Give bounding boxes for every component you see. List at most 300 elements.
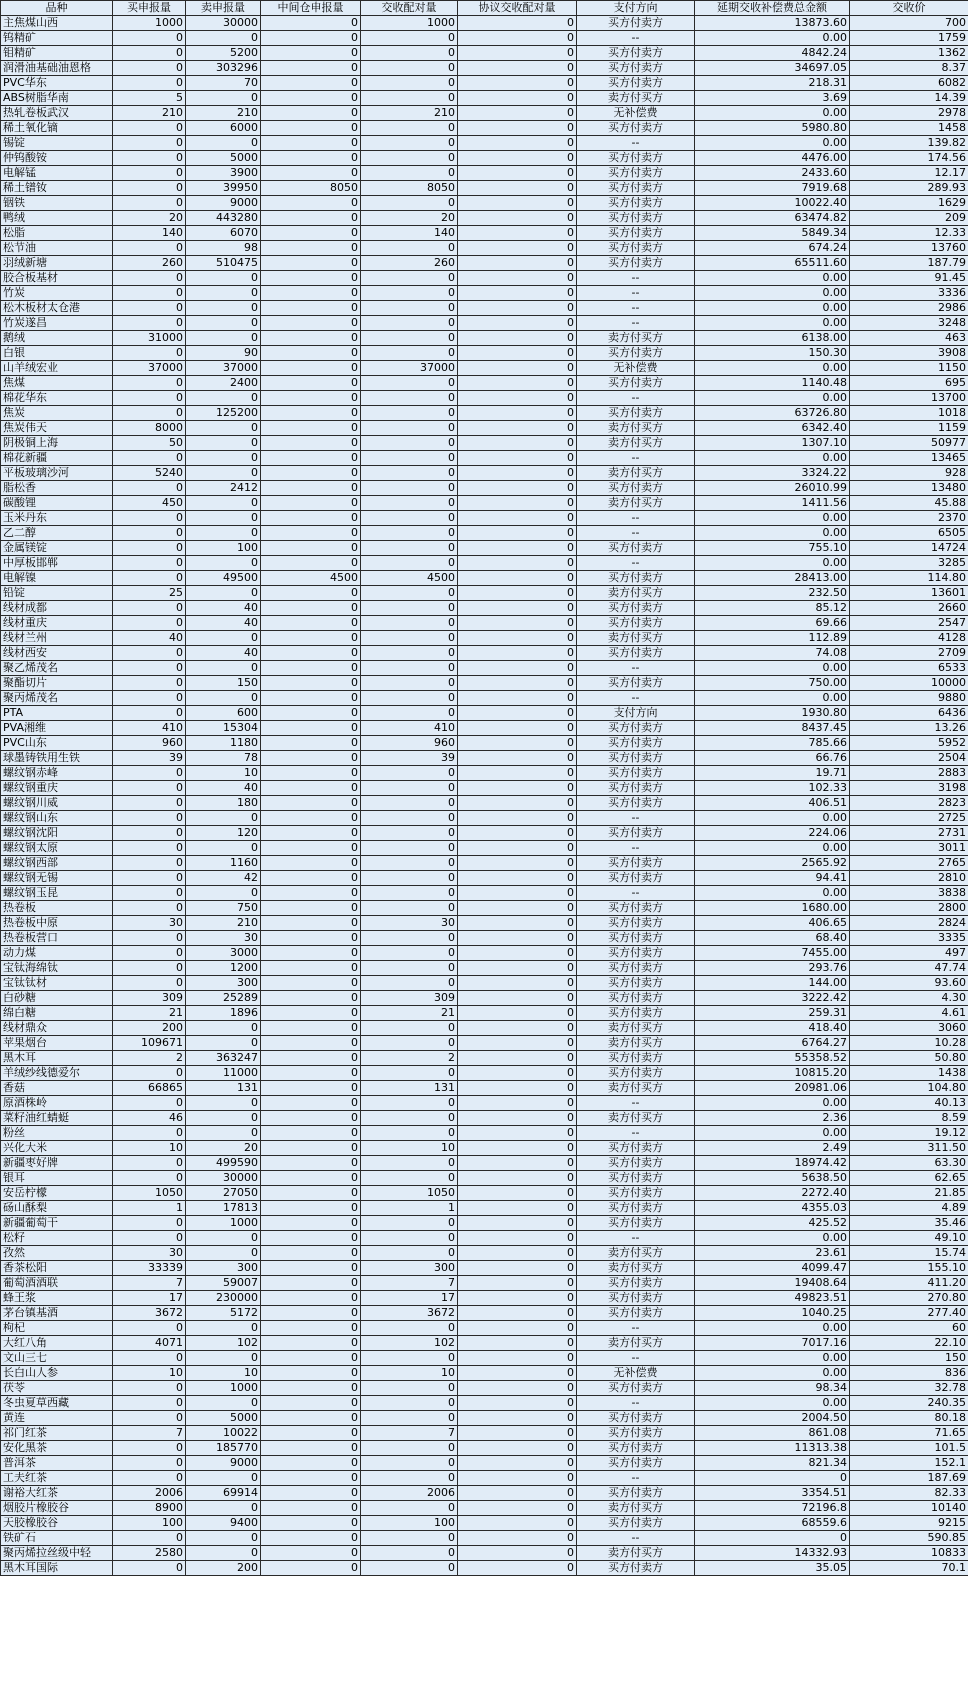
payment-direction-cell: -- bbox=[577, 691, 695, 706]
agreement-matched-qty-cell: 0 bbox=[458, 121, 577, 136]
variety-cell: 葡萄酒酒联 bbox=[1, 1276, 113, 1291]
agreement-matched-qty-cell: 0 bbox=[458, 901, 577, 916]
sell-qty-cell: 185770 bbox=[186, 1441, 261, 1456]
sell-qty-cell: 0 bbox=[186, 1531, 261, 1546]
buy-qty-cell: 1000 bbox=[113, 16, 186, 31]
table-row bbox=[1, 361, 968, 376]
payment-direction-cell: 买方付卖方 bbox=[577, 226, 695, 241]
payment-direction-cell: 买方付卖方 bbox=[577, 166, 695, 181]
agreement-matched-qty-cell: 0 bbox=[458, 451, 577, 466]
buy-qty-cell: 1 bbox=[113, 1201, 186, 1216]
matched-qty-cell: 37000 bbox=[361, 361, 458, 376]
agreement-matched-qty-cell: 0 bbox=[458, 1396, 577, 1411]
buy-qty-cell: 0 bbox=[113, 1456, 186, 1471]
variety-cell: 竹炭 bbox=[1, 286, 113, 301]
intermediate-qty-cell: 0 bbox=[261, 46, 361, 61]
compensation-total-cell: 785.66 bbox=[695, 736, 850, 751]
table-row bbox=[1, 466, 968, 481]
payment-direction-cell: 卖方付买方 bbox=[577, 1081, 695, 1096]
matched-qty-cell: 0 bbox=[361, 136, 458, 151]
matched-qty-cell: 0 bbox=[361, 871, 458, 886]
payment-direction-cell: 卖方付买方 bbox=[577, 496, 695, 511]
agreement-matched-qty-cell: 0 bbox=[458, 406, 577, 421]
sell-qty-cell: 0 bbox=[186, 1126, 261, 1141]
table-row bbox=[1, 1156, 968, 1171]
sell-qty-cell: 0 bbox=[186, 436, 261, 451]
sell-qty-cell: 90 bbox=[186, 346, 261, 361]
payment-direction-cell: 买方付卖方 bbox=[577, 16, 695, 31]
buy-qty-cell: 10 bbox=[113, 1141, 186, 1156]
intermediate-qty-cell: 0 bbox=[261, 286, 361, 301]
intermediate-qty-cell: 8050 bbox=[261, 181, 361, 196]
buy-qty-cell: 0 bbox=[113, 826, 186, 841]
sell-qty-cell: 210 bbox=[186, 916, 261, 931]
sell-qty-cell: 300 bbox=[186, 976, 261, 991]
sell-qty-cell: 0 bbox=[186, 301, 261, 316]
delivery-price-cell: 82.33 bbox=[850, 1486, 968, 1501]
intermediate-qty-cell: 0 bbox=[261, 256, 361, 271]
table-row bbox=[1, 991, 968, 1006]
sell-qty-cell: 150 bbox=[186, 676, 261, 691]
agreement-matched-qty-cell: 0 bbox=[458, 316, 577, 331]
delivery-price-cell: 3198 bbox=[850, 781, 968, 796]
delivery-price-cell: 174.56 bbox=[850, 151, 968, 166]
intermediate-qty-cell: 0 bbox=[261, 451, 361, 466]
table-row bbox=[1, 676, 968, 691]
delivery-price-cell: 2824 bbox=[850, 916, 968, 931]
variety-cell: 仲钨酸铵 bbox=[1, 151, 113, 166]
intermediate-qty-cell: 0 bbox=[261, 271, 361, 286]
payment-direction-cell: 买方付卖方 bbox=[577, 1456, 695, 1471]
agreement-matched-qty-cell: 0 bbox=[458, 1156, 577, 1171]
agreement-matched-qty-cell: 0 bbox=[458, 721, 577, 736]
buy-qty-cell: 0 bbox=[113, 541, 186, 556]
matched-qty-cell: 8050 bbox=[361, 181, 458, 196]
compensation-total-cell: 0.00 bbox=[695, 511, 850, 526]
sell-qty-cell: 0 bbox=[186, 1351, 261, 1366]
payment-direction-cell: 无补偿费 bbox=[577, 106, 695, 121]
compensation-total-cell: 66.76 bbox=[695, 751, 850, 766]
table-row bbox=[1, 796, 968, 811]
matched-qty-cell: 102 bbox=[361, 1336, 458, 1351]
sell-qty-cell: 0 bbox=[186, 316, 261, 331]
matched-qty-cell: 0 bbox=[361, 601, 458, 616]
sell-qty-cell: 40 bbox=[186, 781, 261, 796]
compensation-total-cell: 0.00 bbox=[695, 691, 850, 706]
intermediate-qty-cell: 0 bbox=[261, 796, 361, 811]
matched-qty-cell: 0 bbox=[361, 1471, 458, 1486]
intermediate-qty-cell: 0 bbox=[261, 1171, 361, 1186]
buy-qty-cell: 0 bbox=[113, 961, 186, 976]
variety-cell: 钨精矿 bbox=[1, 31, 113, 46]
buy-qty-cell: 0 bbox=[113, 151, 186, 166]
matched-qty-cell: 0 bbox=[361, 1501, 458, 1516]
table-row bbox=[1, 1411, 968, 1426]
table-row bbox=[1, 46, 968, 61]
intermediate-qty-cell: 0 bbox=[261, 1501, 361, 1516]
sell-qty-cell: 303296 bbox=[186, 61, 261, 76]
intermediate-qty-cell: 0 bbox=[261, 1231, 361, 1246]
sell-qty-cell: 0 bbox=[186, 811, 261, 826]
sell-qty-cell: 70 bbox=[186, 76, 261, 91]
intermediate-qty-cell: 0 bbox=[261, 511, 361, 526]
delivery-price-cell: 2800 bbox=[850, 901, 968, 916]
table-row bbox=[1, 481, 968, 496]
buy-qty-cell: 0 bbox=[113, 76, 186, 91]
sell-qty-cell: 131 bbox=[186, 1081, 261, 1096]
table-row bbox=[1, 1006, 968, 1021]
agreement-matched-qty-cell: 0 bbox=[458, 196, 577, 211]
payment-direction-cell: 买方付卖方 bbox=[577, 1276, 695, 1291]
sell-qty-cell: 0 bbox=[186, 841, 261, 856]
variety-cell: 黄连 bbox=[1, 1411, 113, 1426]
variety-cell: 螺纹钢无锡 bbox=[1, 871, 113, 886]
compensation-total-cell: 94.41 bbox=[695, 871, 850, 886]
payment-direction-cell: 买方付卖方 bbox=[577, 616, 695, 631]
buy-qty-cell: 0 bbox=[113, 31, 186, 46]
delivery-price-cell: 3335 bbox=[850, 931, 968, 946]
table-row bbox=[1, 301, 968, 316]
payment-direction-cell: 买方付卖方 bbox=[577, 1156, 695, 1171]
table-row bbox=[1, 1186, 968, 1201]
buy-qty-cell: 0 bbox=[113, 856, 186, 871]
buy-qty-cell: 0 bbox=[113, 616, 186, 631]
delivery-price-cell: 2370 bbox=[850, 511, 968, 526]
buy-qty-cell: 0 bbox=[113, 766, 186, 781]
table-row bbox=[1, 751, 968, 766]
intermediate-qty-cell: 0 bbox=[261, 946, 361, 961]
variety-cell: 焦煤 bbox=[1, 376, 113, 391]
sell-qty-cell: 0 bbox=[186, 511, 261, 526]
intermediate-qty-cell: 0 bbox=[261, 1111, 361, 1126]
sell-qty-cell: 30 bbox=[186, 931, 261, 946]
matched-qty-cell: 0 bbox=[361, 676, 458, 691]
compensation-total-cell: 4476.00 bbox=[695, 151, 850, 166]
delivery-price-cell: 700 bbox=[850, 16, 968, 31]
intermediate-qty-cell: 0 bbox=[261, 1321, 361, 1336]
variety-cell: 鸭绒 bbox=[1, 211, 113, 226]
intermediate-qty-cell: 0 bbox=[261, 196, 361, 211]
matched-qty-cell: 3672 bbox=[361, 1306, 458, 1321]
compensation-total-cell: 1411.56 bbox=[695, 496, 850, 511]
payment-direction-cell: 买方付卖方 bbox=[577, 1051, 695, 1066]
table-row bbox=[1, 1246, 968, 1261]
intermediate-qty-cell: 0 bbox=[261, 376, 361, 391]
sell-qty-cell: 0 bbox=[186, 136, 261, 151]
col-header-compensation-total: 延期交收补偿费总金额 bbox=[695, 1, 850, 16]
payment-direction-cell: 买方付卖方 bbox=[577, 961, 695, 976]
variety-cell: 新疆枣好牌 bbox=[1, 1156, 113, 1171]
delivery-price-cell: 13.26 bbox=[850, 721, 968, 736]
compensation-total-cell: 102.33 bbox=[695, 781, 850, 796]
sell-qty-cell: 0 bbox=[186, 466, 261, 481]
variety-cell: 电解锰 bbox=[1, 166, 113, 181]
agreement-matched-qty-cell: 0 bbox=[458, 1216, 577, 1231]
buy-qty-cell: 0 bbox=[113, 661, 186, 676]
table-row bbox=[1, 451, 968, 466]
table-row bbox=[1, 1561, 968, 1576]
agreement-matched-qty-cell: 0 bbox=[458, 526, 577, 541]
variety-cell: PVA湘维 bbox=[1, 721, 113, 736]
delivery-price-cell: 590.85 bbox=[850, 1531, 968, 1546]
sell-qty-cell: 37000 bbox=[186, 361, 261, 376]
payment-direction-cell: 无补偿费 bbox=[577, 1366, 695, 1381]
buy-qty-cell: 0 bbox=[113, 1471, 186, 1486]
agreement-matched-qty-cell: 0 bbox=[458, 301, 577, 316]
delivery-price-cell: 47.74 bbox=[850, 961, 968, 976]
buy-qty-cell: 140 bbox=[113, 226, 186, 241]
payment-direction-cell: 买方付卖方 bbox=[577, 1426, 695, 1441]
payment-direction-cell: 买方付卖方 bbox=[577, 796, 695, 811]
sell-qty-cell: 5172 bbox=[186, 1306, 261, 1321]
agreement-matched-qty-cell: 0 bbox=[458, 241, 577, 256]
agreement-matched-qty-cell: 0 bbox=[458, 571, 577, 586]
agreement-matched-qty-cell: 0 bbox=[458, 1291, 577, 1306]
agreement-matched-qty-cell: 0 bbox=[458, 481, 577, 496]
intermediate-qty-cell: 0 bbox=[261, 1351, 361, 1366]
buy-qty-cell: 17 bbox=[113, 1291, 186, 1306]
intermediate-qty-cell: 0 bbox=[261, 406, 361, 421]
variety-cell: 鹅绒 bbox=[1, 331, 113, 346]
table-row bbox=[1, 931, 968, 946]
compensation-total-cell: 0 bbox=[695, 1531, 850, 1546]
table-row bbox=[1, 1231, 968, 1246]
delivery-price-cell: 1458 bbox=[850, 121, 968, 136]
buy-qty-cell: 50 bbox=[113, 436, 186, 451]
agreement-matched-qty-cell: 0 bbox=[458, 796, 577, 811]
matched-qty-cell: 0 bbox=[361, 586, 458, 601]
agreement-matched-qty-cell: 0 bbox=[458, 1486, 577, 1501]
delivery-price-cell: 22.10 bbox=[850, 1336, 968, 1351]
intermediate-qty-cell: 0 bbox=[261, 1306, 361, 1321]
table-row bbox=[1, 706, 968, 721]
intermediate-qty-cell: 0 bbox=[261, 1546, 361, 1561]
intermediate-qty-cell: 0 bbox=[261, 736, 361, 751]
delivery-price-cell: 93.60 bbox=[850, 976, 968, 991]
delivery-price-cell: 1438 bbox=[850, 1066, 968, 1081]
table-row bbox=[1, 316, 968, 331]
delivery-price-cell: 71.65 bbox=[850, 1426, 968, 1441]
payment-direction-cell: -- bbox=[577, 286, 695, 301]
sell-qty-cell: 5200 bbox=[186, 46, 261, 61]
delivery-price-cell: 2504 bbox=[850, 751, 968, 766]
buy-qty-cell: 66865 bbox=[113, 1081, 186, 1096]
intermediate-qty-cell: 0 bbox=[261, 976, 361, 991]
variety-cell: 稀土氧化镝 bbox=[1, 121, 113, 136]
matched-qty-cell: 300 bbox=[361, 1261, 458, 1276]
delivery-price-cell: 1362 bbox=[850, 46, 968, 61]
agreement-matched-qty-cell: 0 bbox=[458, 211, 577, 226]
sell-qty-cell: 210 bbox=[186, 106, 261, 121]
compensation-total-cell: 74.08 bbox=[695, 646, 850, 661]
compensation-total-cell: 5638.50 bbox=[695, 1171, 850, 1186]
intermediate-qty-cell: 0 bbox=[261, 721, 361, 736]
delivery-price-cell: 2986 bbox=[850, 301, 968, 316]
table-row bbox=[1, 391, 968, 406]
agreement-matched-qty-cell: 0 bbox=[458, 31, 577, 46]
buy-qty-cell: 37000 bbox=[113, 361, 186, 376]
matched-qty-cell: 0 bbox=[361, 1126, 458, 1141]
sell-qty-cell: 6070 bbox=[186, 226, 261, 241]
matched-qty-cell: 0 bbox=[361, 1156, 458, 1171]
agreement-matched-qty-cell: 0 bbox=[458, 76, 577, 91]
compensation-total-cell: 7455.00 bbox=[695, 946, 850, 961]
table-row bbox=[1, 571, 968, 586]
sell-qty-cell: 40 bbox=[186, 601, 261, 616]
sell-qty-cell: 0 bbox=[186, 421, 261, 436]
payment-direction-cell: 买方付卖方 bbox=[577, 856, 695, 871]
variety-cell: 香茶松阳 bbox=[1, 1261, 113, 1276]
compensation-total-cell: 259.31 bbox=[695, 1006, 850, 1021]
variety-cell: ABS树脂华南 bbox=[1, 91, 113, 106]
matched-qty-cell: 4500 bbox=[361, 571, 458, 586]
delivery-price-cell: 411.20 bbox=[850, 1276, 968, 1291]
table-row bbox=[1, 1066, 968, 1081]
compensation-total-cell: 28413.00 bbox=[695, 571, 850, 586]
matched-qty-cell: 0 bbox=[361, 271, 458, 286]
delivery-price-cell: 240.35 bbox=[850, 1396, 968, 1411]
delivery-price-cell: 3336 bbox=[850, 286, 968, 301]
intermediate-qty-cell: 0 bbox=[261, 1396, 361, 1411]
buy-qty-cell: 0 bbox=[113, 646, 186, 661]
variety-cell: 山羊绒宏业 bbox=[1, 361, 113, 376]
delivery-price-cell: 70.1 bbox=[850, 1561, 968, 1576]
intermediate-qty-cell: 0 bbox=[261, 1096, 361, 1111]
variety-cell: 焦炭伟天 bbox=[1, 421, 113, 436]
agreement-matched-qty-cell: 0 bbox=[458, 976, 577, 991]
sell-qty-cell: 9000 bbox=[186, 1456, 261, 1471]
table-row bbox=[1, 1426, 968, 1441]
intermediate-qty-cell: 0 bbox=[261, 991, 361, 1006]
compensation-total-cell: 1930.80 bbox=[695, 706, 850, 721]
sell-qty-cell: 0 bbox=[186, 1096, 261, 1111]
table-row bbox=[1, 31, 968, 46]
variety-cell: 竹炭遂昌 bbox=[1, 316, 113, 331]
agreement-matched-qty-cell: 0 bbox=[458, 751, 577, 766]
buy-qty-cell: 0 bbox=[113, 676, 186, 691]
agreement-matched-qty-cell: 0 bbox=[458, 421, 577, 436]
compensation-total-cell: 6764.27 bbox=[695, 1036, 850, 1051]
agreement-matched-qty-cell: 0 bbox=[458, 1051, 577, 1066]
compensation-total-cell: 5849.34 bbox=[695, 226, 850, 241]
matched-qty-cell: 1000 bbox=[361, 16, 458, 31]
matched-qty-cell: 0 bbox=[361, 1096, 458, 1111]
sell-qty-cell: 49500 bbox=[186, 571, 261, 586]
delivery-price-cell: 8.37 bbox=[850, 61, 968, 76]
buy-qty-cell: 7 bbox=[113, 1276, 186, 1291]
matched-qty-cell: 0 bbox=[361, 661, 458, 676]
variety-cell: 茯苓 bbox=[1, 1381, 113, 1396]
compensation-total-cell: 55358.52 bbox=[695, 1051, 850, 1066]
buy-qty-cell: 8000 bbox=[113, 421, 186, 436]
table-row bbox=[1, 1096, 968, 1111]
compensation-total-cell: 293.76 bbox=[695, 961, 850, 976]
matched-qty-cell: 10 bbox=[361, 1141, 458, 1156]
compensation-total-cell: 0.00 bbox=[695, 301, 850, 316]
payment-direction-cell: 卖方付买方 bbox=[577, 1261, 695, 1276]
buy-qty-cell: 5240 bbox=[113, 466, 186, 481]
compensation-total-cell: 674.24 bbox=[695, 241, 850, 256]
table-row bbox=[1, 166, 968, 181]
delivery-price-cell: 12.17 bbox=[850, 166, 968, 181]
compensation-total-cell: 49823.51 bbox=[695, 1291, 850, 1306]
matched-qty-cell: 0 bbox=[361, 1561, 458, 1576]
buy-qty-cell: 0 bbox=[113, 121, 186, 136]
compensation-total-cell: 69.66 bbox=[695, 616, 850, 631]
agreement-matched-qty-cell: 0 bbox=[458, 661, 577, 676]
compensation-total-cell: 23.61 bbox=[695, 1246, 850, 1261]
payment-direction-cell: 买方付卖方 bbox=[577, 256, 695, 271]
variety-cell: 白银 bbox=[1, 346, 113, 361]
sell-qty-cell: 0 bbox=[186, 631, 261, 646]
compensation-total-cell: 10815.20 bbox=[695, 1066, 850, 1081]
intermediate-qty-cell: 0 bbox=[261, 841, 361, 856]
matched-qty-cell: 0 bbox=[361, 436, 458, 451]
buy-qty-cell: 309 bbox=[113, 991, 186, 1006]
delivery-price-cell: 3060 bbox=[850, 1021, 968, 1036]
payment-direction-cell: 买方付卖方 bbox=[577, 1066, 695, 1081]
compensation-total-cell: 2.49 bbox=[695, 1141, 850, 1156]
payment-direction-cell: -- bbox=[577, 451, 695, 466]
compensation-total-cell: 218.31 bbox=[695, 76, 850, 91]
delivery-price-cell: 187.79 bbox=[850, 256, 968, 271]
buy-qty-cell: 210 bbox=[113, 106, 186, 121]
agreement-matched-qty-cell: 0 bbox=[458, 496, 577, 511]
intermediate-qty-cell: 0 bbox=[261, 676, 361, 691]
col-header-matched-qty: 交收配对量 bbox=[361, 1, 458, 16]
buy-qty-cell: 100 bbox=[113, 1516, 186, 1531]
matched-qty-cell: 0 bbox=[361, 616, 458, 631]
variety-cell: 线材兰州 bbox=[1, 631, 113, 646]
sell-qty-cell: 0 bbox=[186, 1321, 261, 1336]
sell-qty-cell: 40 bbox=[186, 616, 261, 631]
compensation-total-cell: 0.00 bbox=[695, 316, 850, 331]
intermediate-qty-cell: 0 bbox=[261, 751, 361, 766]
payment-direction-cell: -- bbox=[577, 811, 695, 826]
delivery-price-cell: 32.78 bbox=[850, 1381, 968, 1396]
matched-qty-cell: 0 bbox=[361, 1441, 458, 1456]
matched-qty-cell: 17 bbox=[361, 1291, 458, 1306]
compensation-total-cell: 98.34 bbox=[695, 1381, 850, 1396]
buy-qty-cell: 260 bbox=[113, 256, 186, 271]
table-row bbox=[1, 721, 968, 736]
table-row bbox=[1, 961, 968, 976]
table-row bbox=[1, 601, 968, 616]
buy-qty-cell: 0 bbox=[113, 301, 186, 316]
delivery-price-cell: 13760 bbox=[850, 241, 968, 256]
intermediate-qty-cell: 0 bbox=[261, 166, 361, 181]
compensation-total-cell: 0.00 bbox=[695, 106, 850, 121]
variety-cell: 羊绒纱线德爱尔 bbox=[1, 1066, 113, 1081]
matched-qty-cell: 0 bbox=[361, 1021, 458, 1036]
matched-qty-cell: 0 bbox=[361, 706, 458, 721]
compensation-total-cell: 0.00 bbox=[695, 661, 850, 676]
col-header-variety: 品种 bbox=[1, 1, 113, 16]
matched-qty-cell: 7 bbox=[361, 1276, 458, 1291]
intermediate-qty-cell: 0 bbox=[261, 136, 361, 151]
variety-cell: 宝钛钛材 bbox=[1, 976, 113, 991]
intermediate-qty-cell: 0 bbox=[261, 931, 361, 946]
sell-qty-cell: 1200 bbox=[186, 961, 261, 976]
delivery-price-cell: 49.10 bbox=[850, 1231, 968, 1246]
payment-direction-cell: 买方付卖方 bbox=[577, 736, 695, 751]
payment-direction-cell: 买方付卖方 bbox=[577, 1486, 695, 1501]
compensation-total-cell: 418.40 bbox=[695, 1021, 850, 1036]
table-row bbox=[1, 1276, 968, 1291]
table-row bbox=[1, 76, 968, 91]
table-row bbox=[1, 496, 968, 511]
buy-qty-cell: 0 bbox=[113, 286, 186, 301]
